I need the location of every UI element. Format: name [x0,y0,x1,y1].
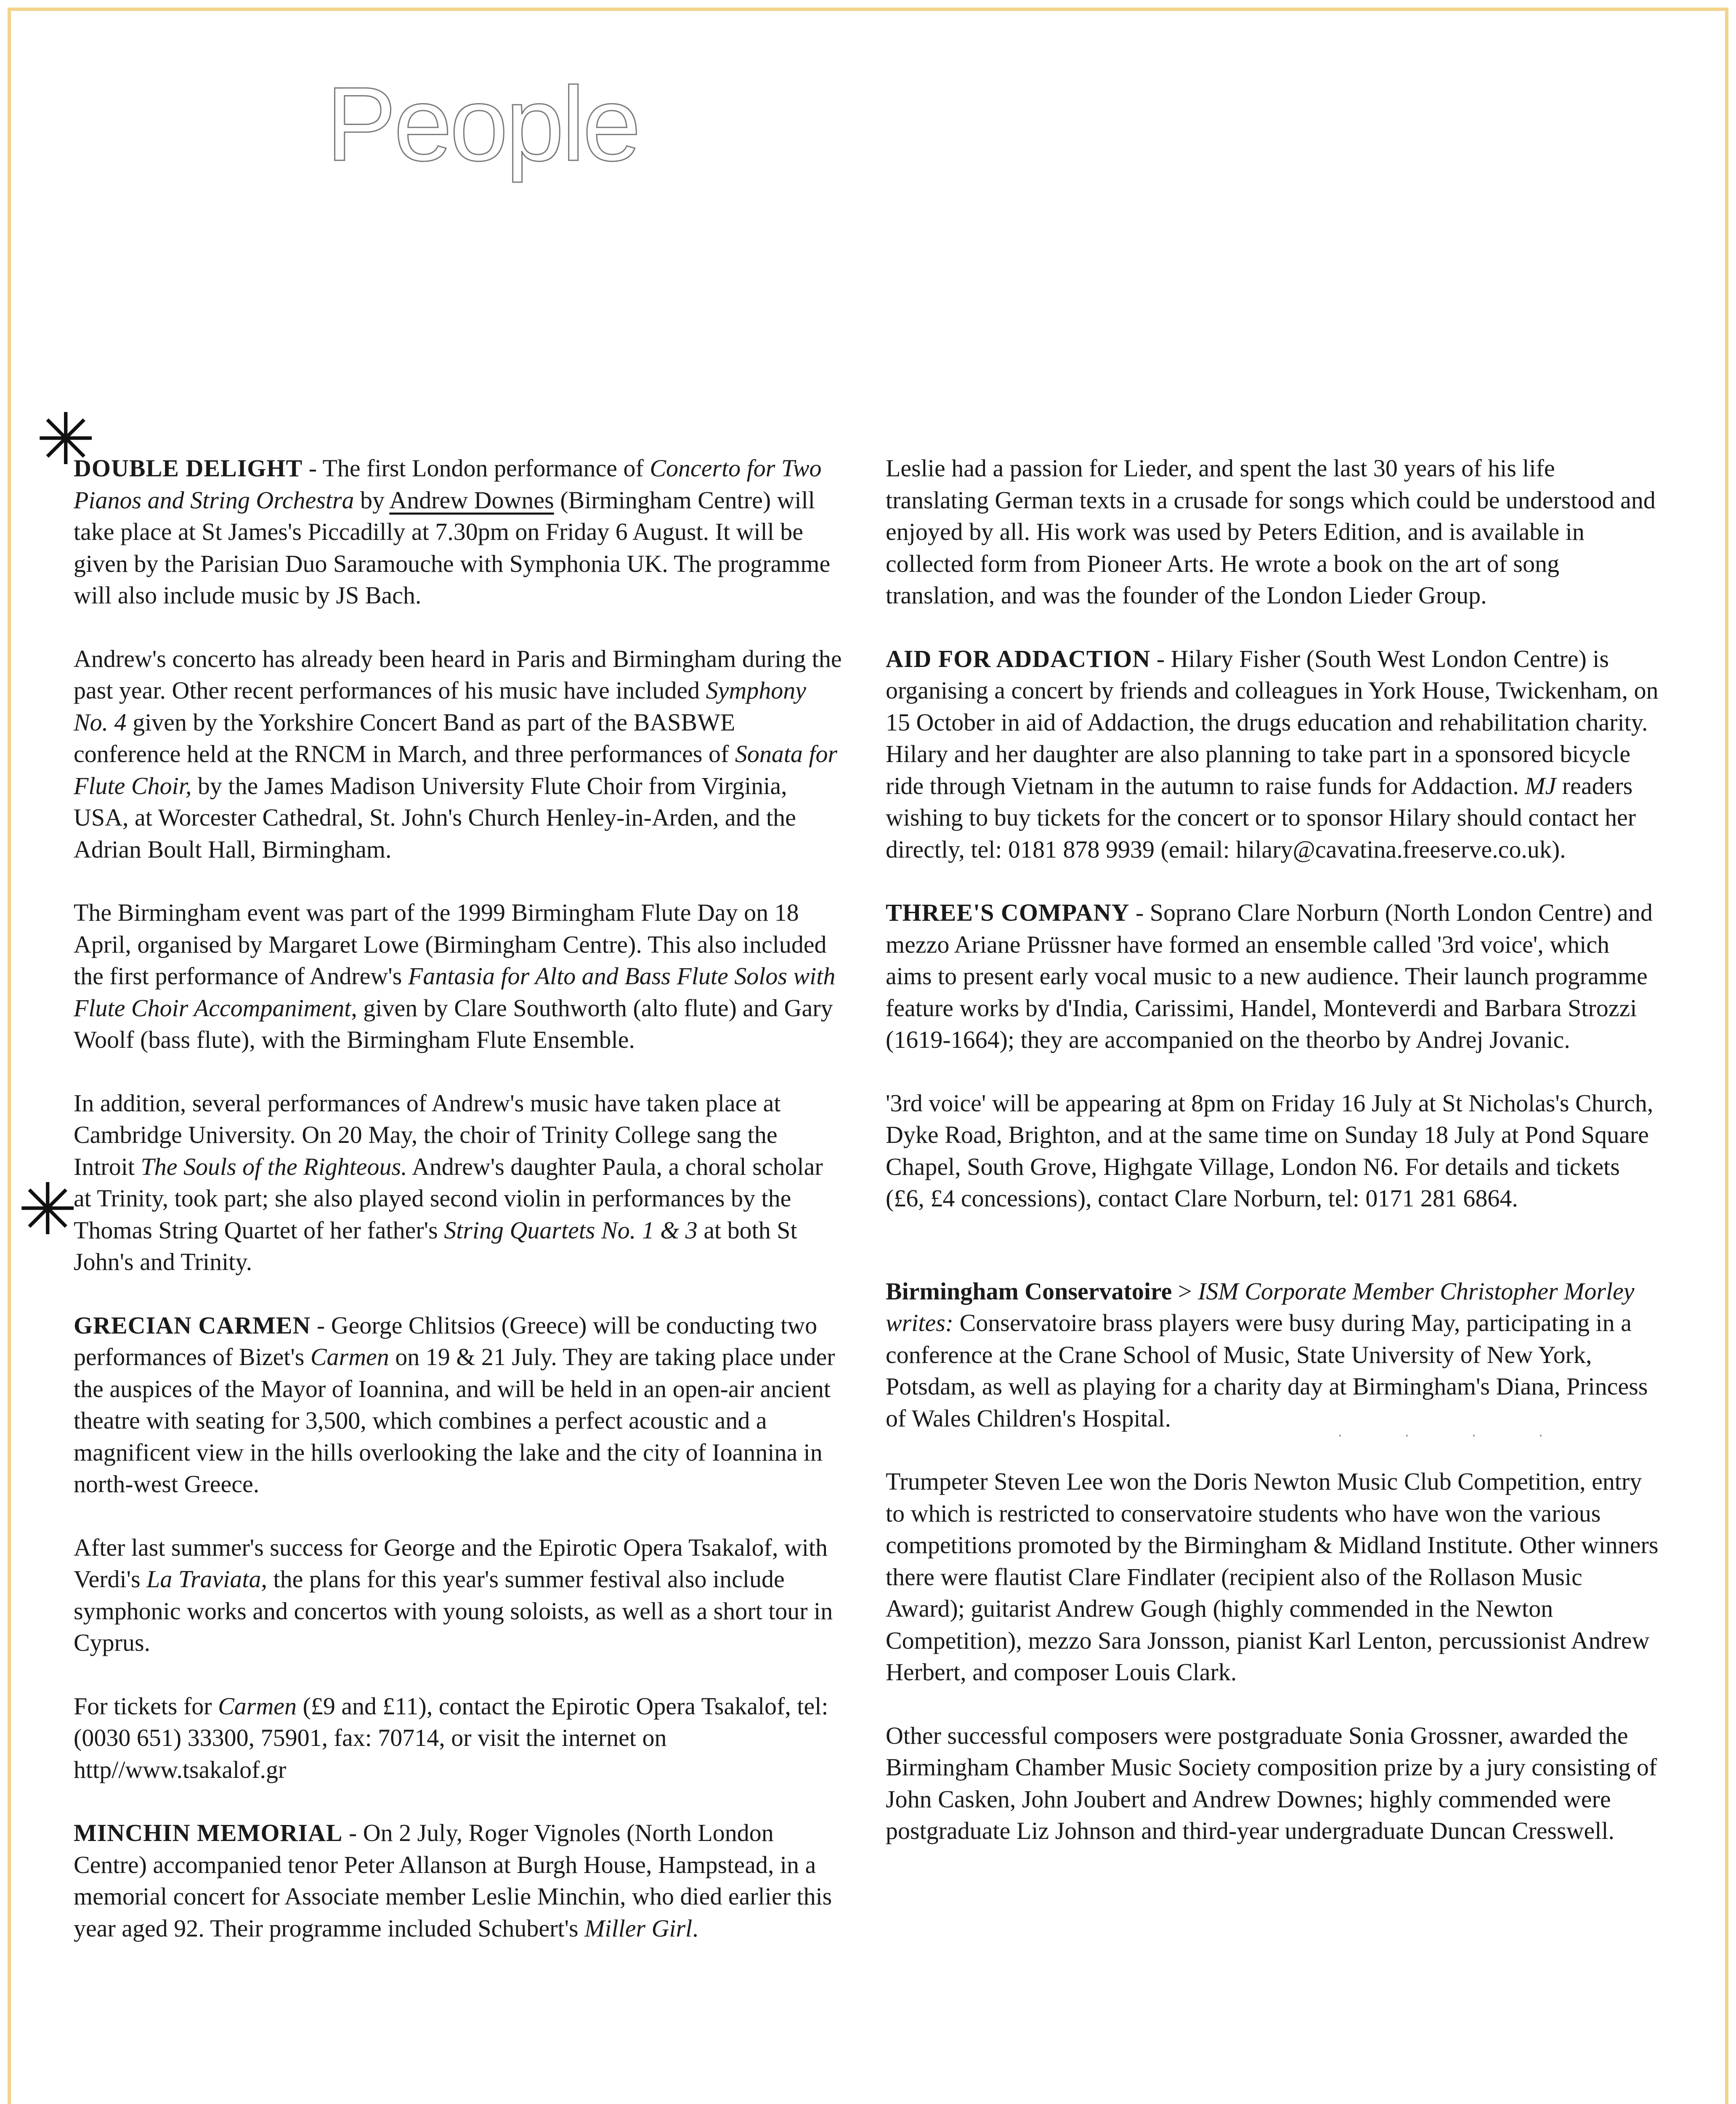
left-column [74,452,844,1976]
right-column [886,452,1660,1878]
paragraph-3rd-voice: '3rd voice' will be appearing at 8pm on Friday 16 July at St Nicholas's Church, Dyke Road, Brighton, and at the same time on Sunday 18 July at Pond Square Chapel, South Grove, Highgate Village, London N6. For details and tickets (£6, £4 concessions), contact Clare Norburn, tel: 0171 281 6864. [886,1089,1654,1212]
paragraph-carmen-tickets: For tickets for Carmen (£9 and £11), contact the Epirotic Opera Tsakalof, tel: (0030 651) 33300, 75901, fax: 70714, or visit the internet on http//www.tsakalof.gr [74,1692,828,1783]
underlined-name: Andrew Downes [389,486,554,514]
paragraph-leslie-lieder: Leslie had a passion for Lieder, and spent the last 30 years of his life translating German texts in a crusade for songs which could be understood and enjoyed by all. His work was used by Peters Edition, and is available in collected form from Pioneer Arts. He wrote a book on the art of song translation, and was the founder of the London Lieder Group. [886,454,1656,609]
paragraph-double-delight: DOUBLE DELIGHT - The first London performance of Concerto for Two Pianos and String Orchestra by Andrew Downes (Birmingham Centre) will take place at St James's Piccadilly at 7.30pm on Friday 6 August. It will be given by the Parisian Duo Saramouche with Symphonia UK. The programme will also include music by JS Bach. [74,454,831,609]
asterisk-mark-middle: ✳ [18,1168,78,1251]
paragraph-concerto-performances: Andrew's concerto has already been heard in Paris and Birmingham during the past year. Other recent performances of his music have included Symphony No. 4 given by the Yorkshire Concert Band as part of the BASBWE conference held at the RNCM in March, and three performances of Sonata for Flute Choir, by the James Madison University Flute Choir from Virginia, USA, at Worcester Cathedral, St. John's Church Henley-in-Arden, and the Adrian Boult Hall, Birmingham. [74,645,842,863]
paragraph-threes-company: THREE'S COMPANY - Soprano Clare Norburn (North London Centre) and mezzo Ariane Prüssner have formed an ensemble called '3rd voice', which aims to present early vocal music to a new audience. Their launch programme feature works by d'India, Carissimi, Handel, Monteverdi and Barbara Strozzi (1619-1664); they are accompanied on the theorbo by Andrej Jovanic. [886,899,1653,1053]
paragraph-competition-winners: Trumpeter Steven Lee won the Doris Newton Music Club Competition, entry to which is restricted to conservatoire students who have won the various competitions promoted by the Birmingham & Midland Institute. Other winners there were flautist Clare Findlater (recipient also of the Rollason Music Award); guitarist Andrew Gough (highly commended in the Newton Competition), mezzo Sara Jonsson, pianist Karl Lenton, percussionist Andrew Herbert, and composer Louis Clark. [886,1468,1659,1686]
paragraph-successful-composers: Other successful composers were postgraduate Sonia Grossner, awarded the Birmingham Chamber Music Society composition prize by a jury consisting of John Casken, John Joubert and Andrew Downes; highly commended were postgraduate Liz Johnson and third-year undergraduate Duncan Cresswell. [886,1721,1657,1844]
asterisk-mark-top: ✳ [36,398,96,481]
paragraph-epirotic-opera: After last summer's success for George and the Epirotic Opera Tsakalof, with Verdi's La Traviata, the plans for this year's summer festival also include symphonic works and concertos with young soloists, as well as a short tour in Cyprus. [74,1533,833,1656]
paragraph-cambridge: In addition, several performances of Andrew's music have taken place at Cambridge University. On 20 May, the choir of Trinity College sang the Introit The Souls of the Righteous. Andrew's daughter Paula, a choral scholar at Trinity, took part; she also played second violin in performances by the Thomas String Quartet of her father's String Quartets No. 1 & 3 at both St John's and Trinity. [74,1089,823,1275]
paragraph-birmingham-conservatoire: Birmingham Conservatoire > ISM Corporate Member Christopher Morley writes: Conservatoire brass players were busy during May, participating in a conference at the Crane School of Music, State University of New York, Potsdam, as well as playing for a charity day at Birmingham's Diana, Princess of Wales Children's Hospital. [886,1277,1648,1432]
section-divider-dots: · · · · [1338,1429,1572,1443]
page-heading: People [326,65,639,183]
paragraph-flute-day: The Birmingham event was part of the 1999 Birmingham Flute Day on 18 April, organised by Margaret Lowe (Birmingham Centre). This also included the first performance of Andrew's Fantasia for Alto and Bass Flute Solos with Flute Choir Accompaniment, given by Clare Southworth (alto flute) and Gary Woolf (bass flute), with the Birmingham Flute Ensemble. [74,899,836,1053]
paragraph-minchin-memorial: MINCHIN MEMORIAL - On 2 July, Roger Vignoles (North London Centre) accompanied tenor Peter Allanson at Burgh House, Hampstead, in a memorial concert for Associate member Leslie Minchin, who died earlier this year aged 92. Their programme included Schubert's Miller Girl. [74,1819,832,1942]
paragraph-aid-for-addaction: AID FOR ADDACTION - Hilary Fisher (South West London Centre) is organising a concert by friends and colleagues in York House, Twickenham, on 15 October in aid of Addaction, the drugs education and rehabilitation charity. Hilary and her daughter are also planning to take part in a sponsored bicycle ride through Vietnam in the autumn to raise funds for Addaction. MJ readers wishing to buy tickets for the concert or to sponsor Hilary should contact her directly, tel: 0181 878 9939 (email: hilary@cavatina.freeserve.co.uk). [886,645,1659,863]
paragraph-grecian-carmen: GRECIAN CARMEN - George Chlitsios (Greece) will be conducting two performances of Bizet's Carmen on 19 & 21 July. They are taking place under the auspices of the Mayor of Ioannina, and will be held in an open-air ancient theatre with seating for 3,500, which combines a perfect acoustic and a magnificent view in the hills overlooking the lake and the city of Ioannina in north-west Greece. [74,1311,835,1498]
